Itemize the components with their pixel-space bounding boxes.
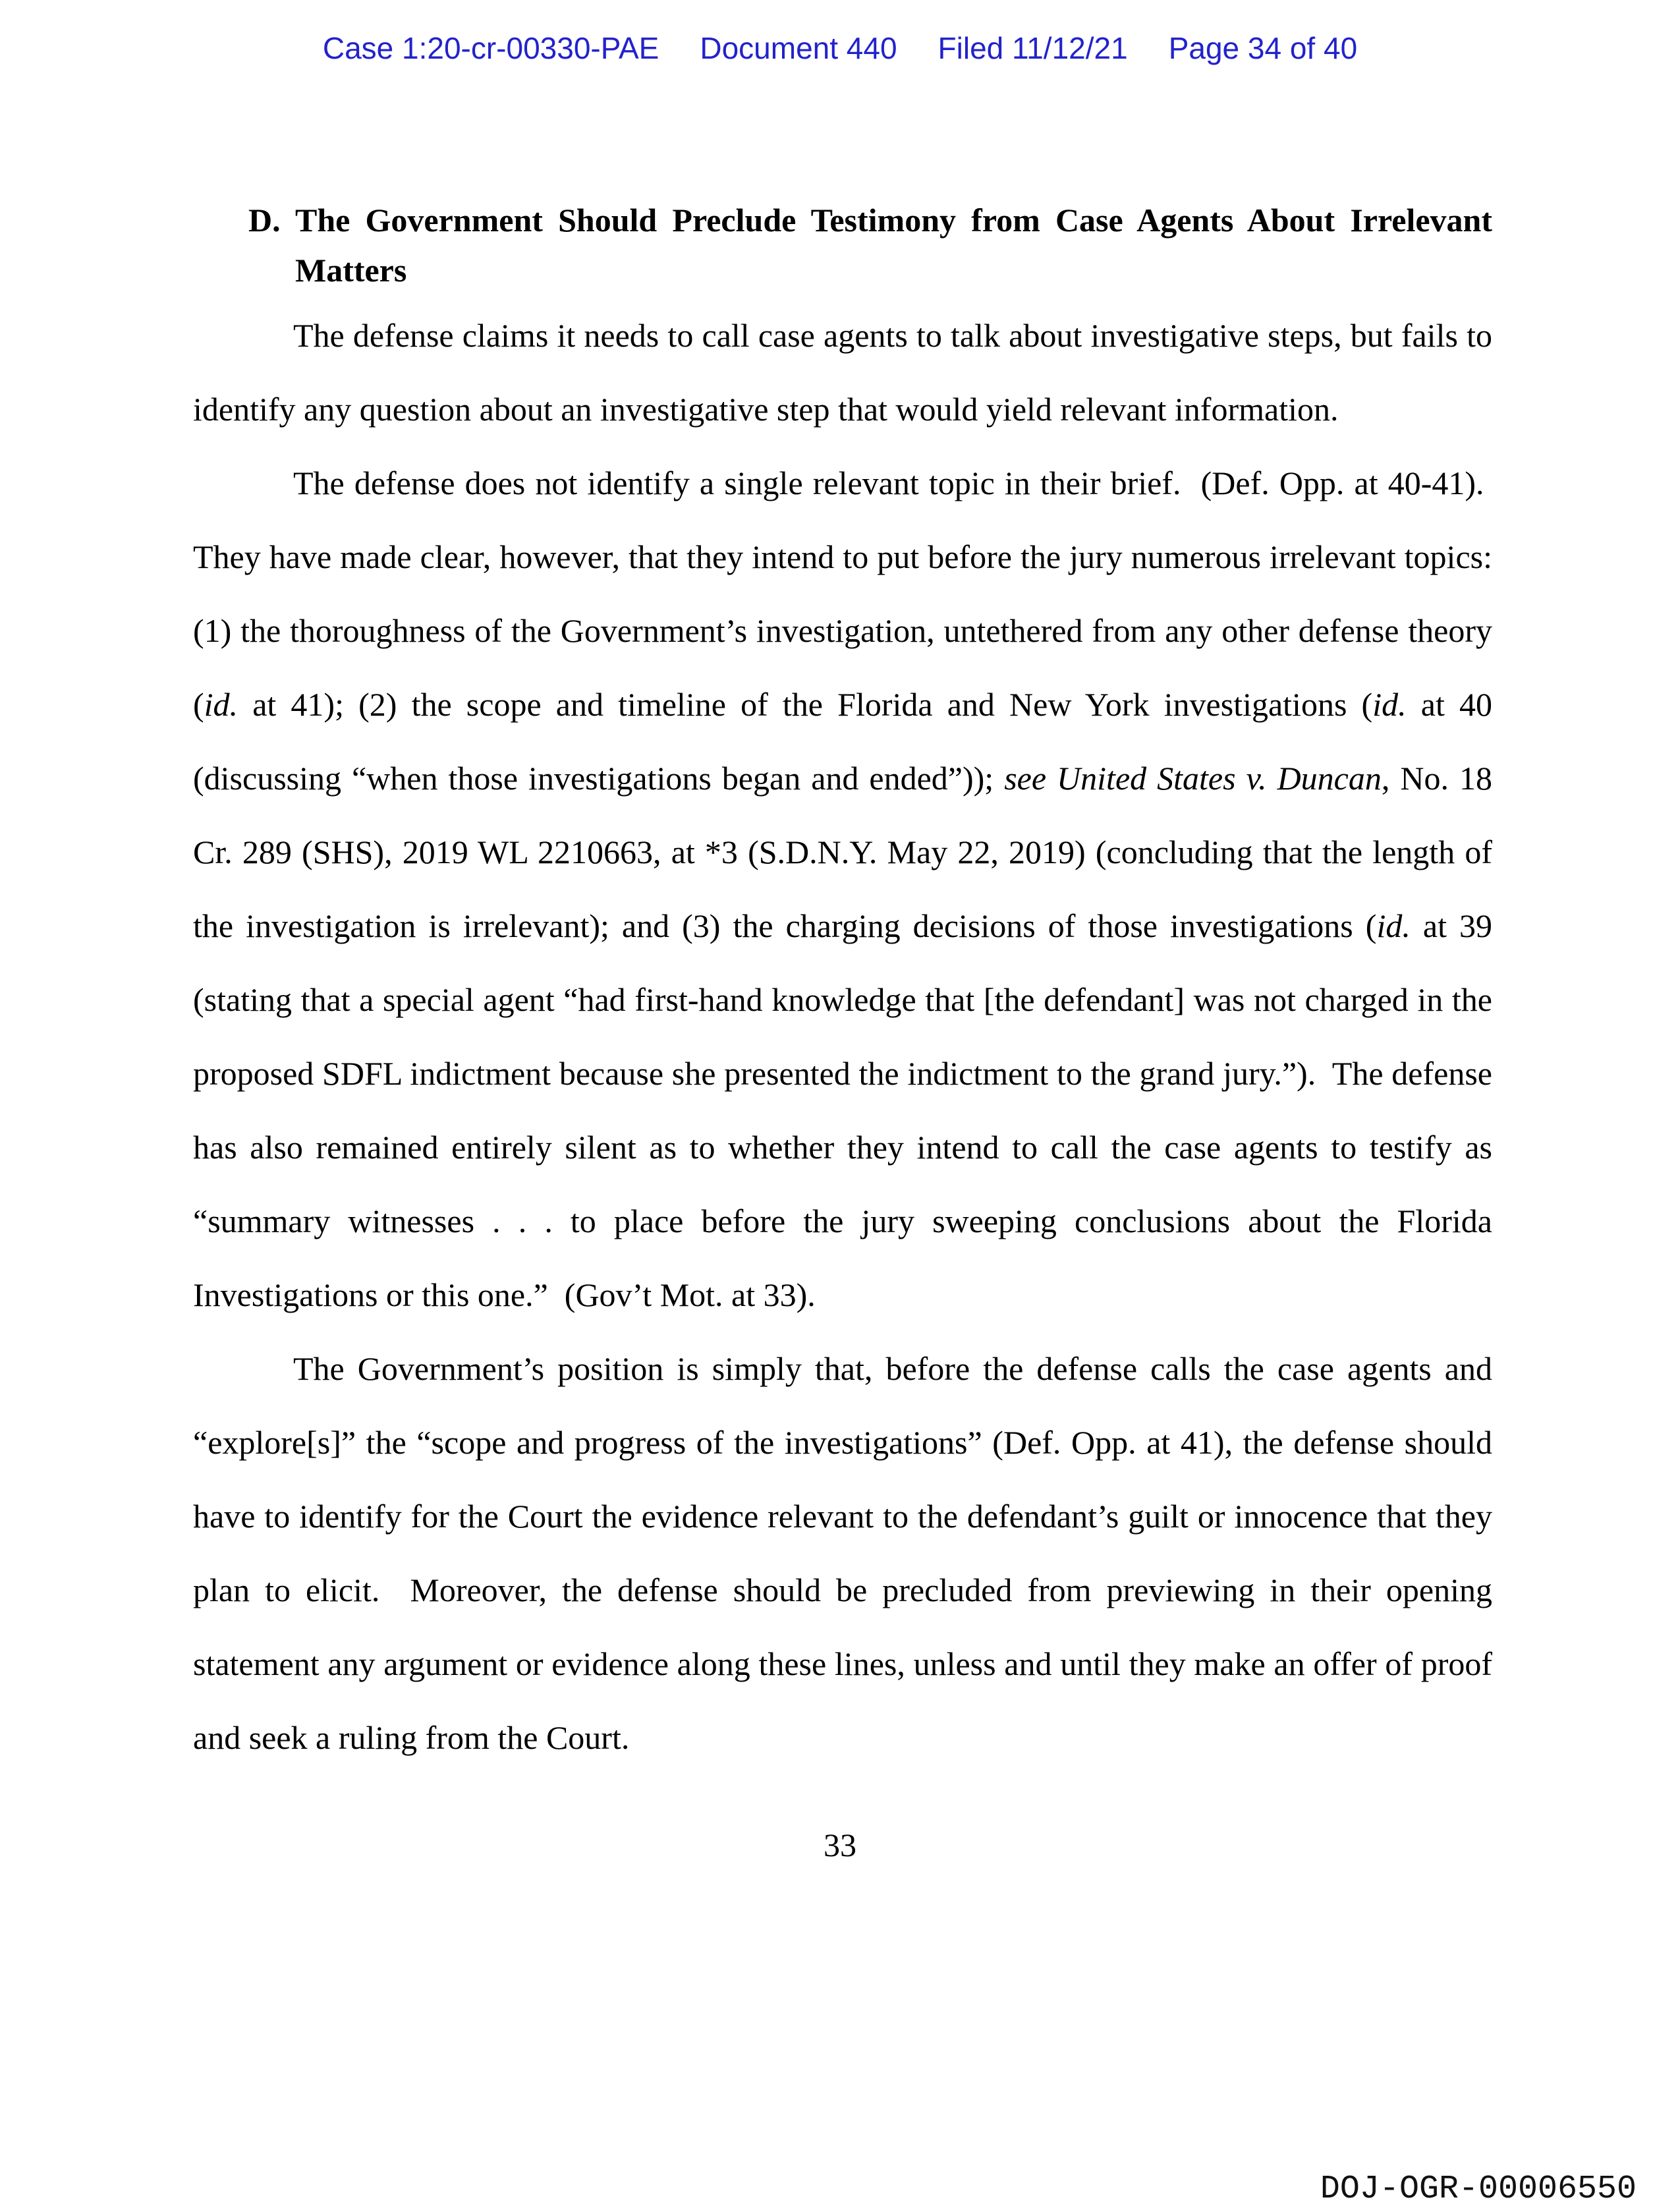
text-run: The Government’s position is simply that, before the defense calls the case agents and “explore[s]” the “scope and progress of the investigations” (Def. Opp. at 41), the defense should have to identify for the Court the evidence relevant to the defendant’s guilt or innocence that they plan to elicit. Moreover, the defense should be precluded from previewing in their opening statement any argument or evidence along these lines, unless and until they make an offer of proof and seek a ruling from the Court.	[193, 1350, 1492, 1756]
section-heading-text: The Government Should Preclude Testimony from Case Agents About Irrelevant Matters	[295, 202, 1492, 289]
paragraph	[193, 446, 1492, 1332]
filed-date: Filed 11/12/21	[938, 31, 1128, 65]
page-number: 33	[824, 1827, 856, 1863]
citation-italic-run: id.	[204, 686, 238, 723]
section-heading	[193, 195, 1492, 295]
text-run: The defense does not identify a single relevant topic in their brief. (Def. Opp. at 40-41). They have made clear, however, that they intend to put before the jury numerous irrelevant topics: (1) the thoroughness of the Government’s investigation, untethered from any other defense theory (	[193, 465, 1492, 723]
page-indicator: Page 34 of 40	[1168, 31, 1358, 65]
document-number: Document 440	[700, 31, 897, 65]
text-run: , No. 18 Cr. 289 (SHS), 2019 WL 2210663, at *3 (S.D.N.Y. May 22, 2019) (concluding that the length of the investigation is irrelevant); and (3) the charging decisions of those investigations (	[193, 760, 1492, 944]
section-heading-label: D.	[248, 202, 281, 239]
bates-number: DOJ-OGR-00006550	[1320, 2170, 1637, 2208]
text-run: at 39 (stating that a special agent “had first-hand knowledge that [the defendant] was not charged in the proposed SDFL indictment because she presented the indictment to the grand jury.”). The defense has also remained entirely silent as to whether they intend to call the case agents to testify as “summary witnesses . . . to place before the jury sweeping conclusions about the Florida Investigations or this one.” (Gov’t Mot. at 33).	[193, 907, 1492, 1313]
paragraph	[193, 1332, 1492, 1774]
text-run: at 40 (discussing “when those investigations began and ended”));	[193, 686, 1492, 797]
case-number: Case 1:20-cr-00330-PAE	[322, 31, 659, 65]
paragraph	[193, 298, 1492, 446]
text-run: at 41); (2) the scope and timeline of the Florida and New York investigations (	[238, 686, 1373, 723]
body-paragraphs	[193, 298, 1492, 1774]
citation-italic-run: see United States v. Duncan	[1004, 760, 1382, 797]
citation-italic-run: id.	[1372, 686, 1407, 723]
text-run: The defense claims it needs to call case agents to talk about investigative steps, but fails to identify any question about an investigative step that would yield relevant information.	[193, 317, 1492, 428]
page-content	[193, 195, 1492, 1774]
court-stamp-header	[0, 32, 1680, 65]
citation-italic-run: id.	[1376, 907, 1411, 944]
